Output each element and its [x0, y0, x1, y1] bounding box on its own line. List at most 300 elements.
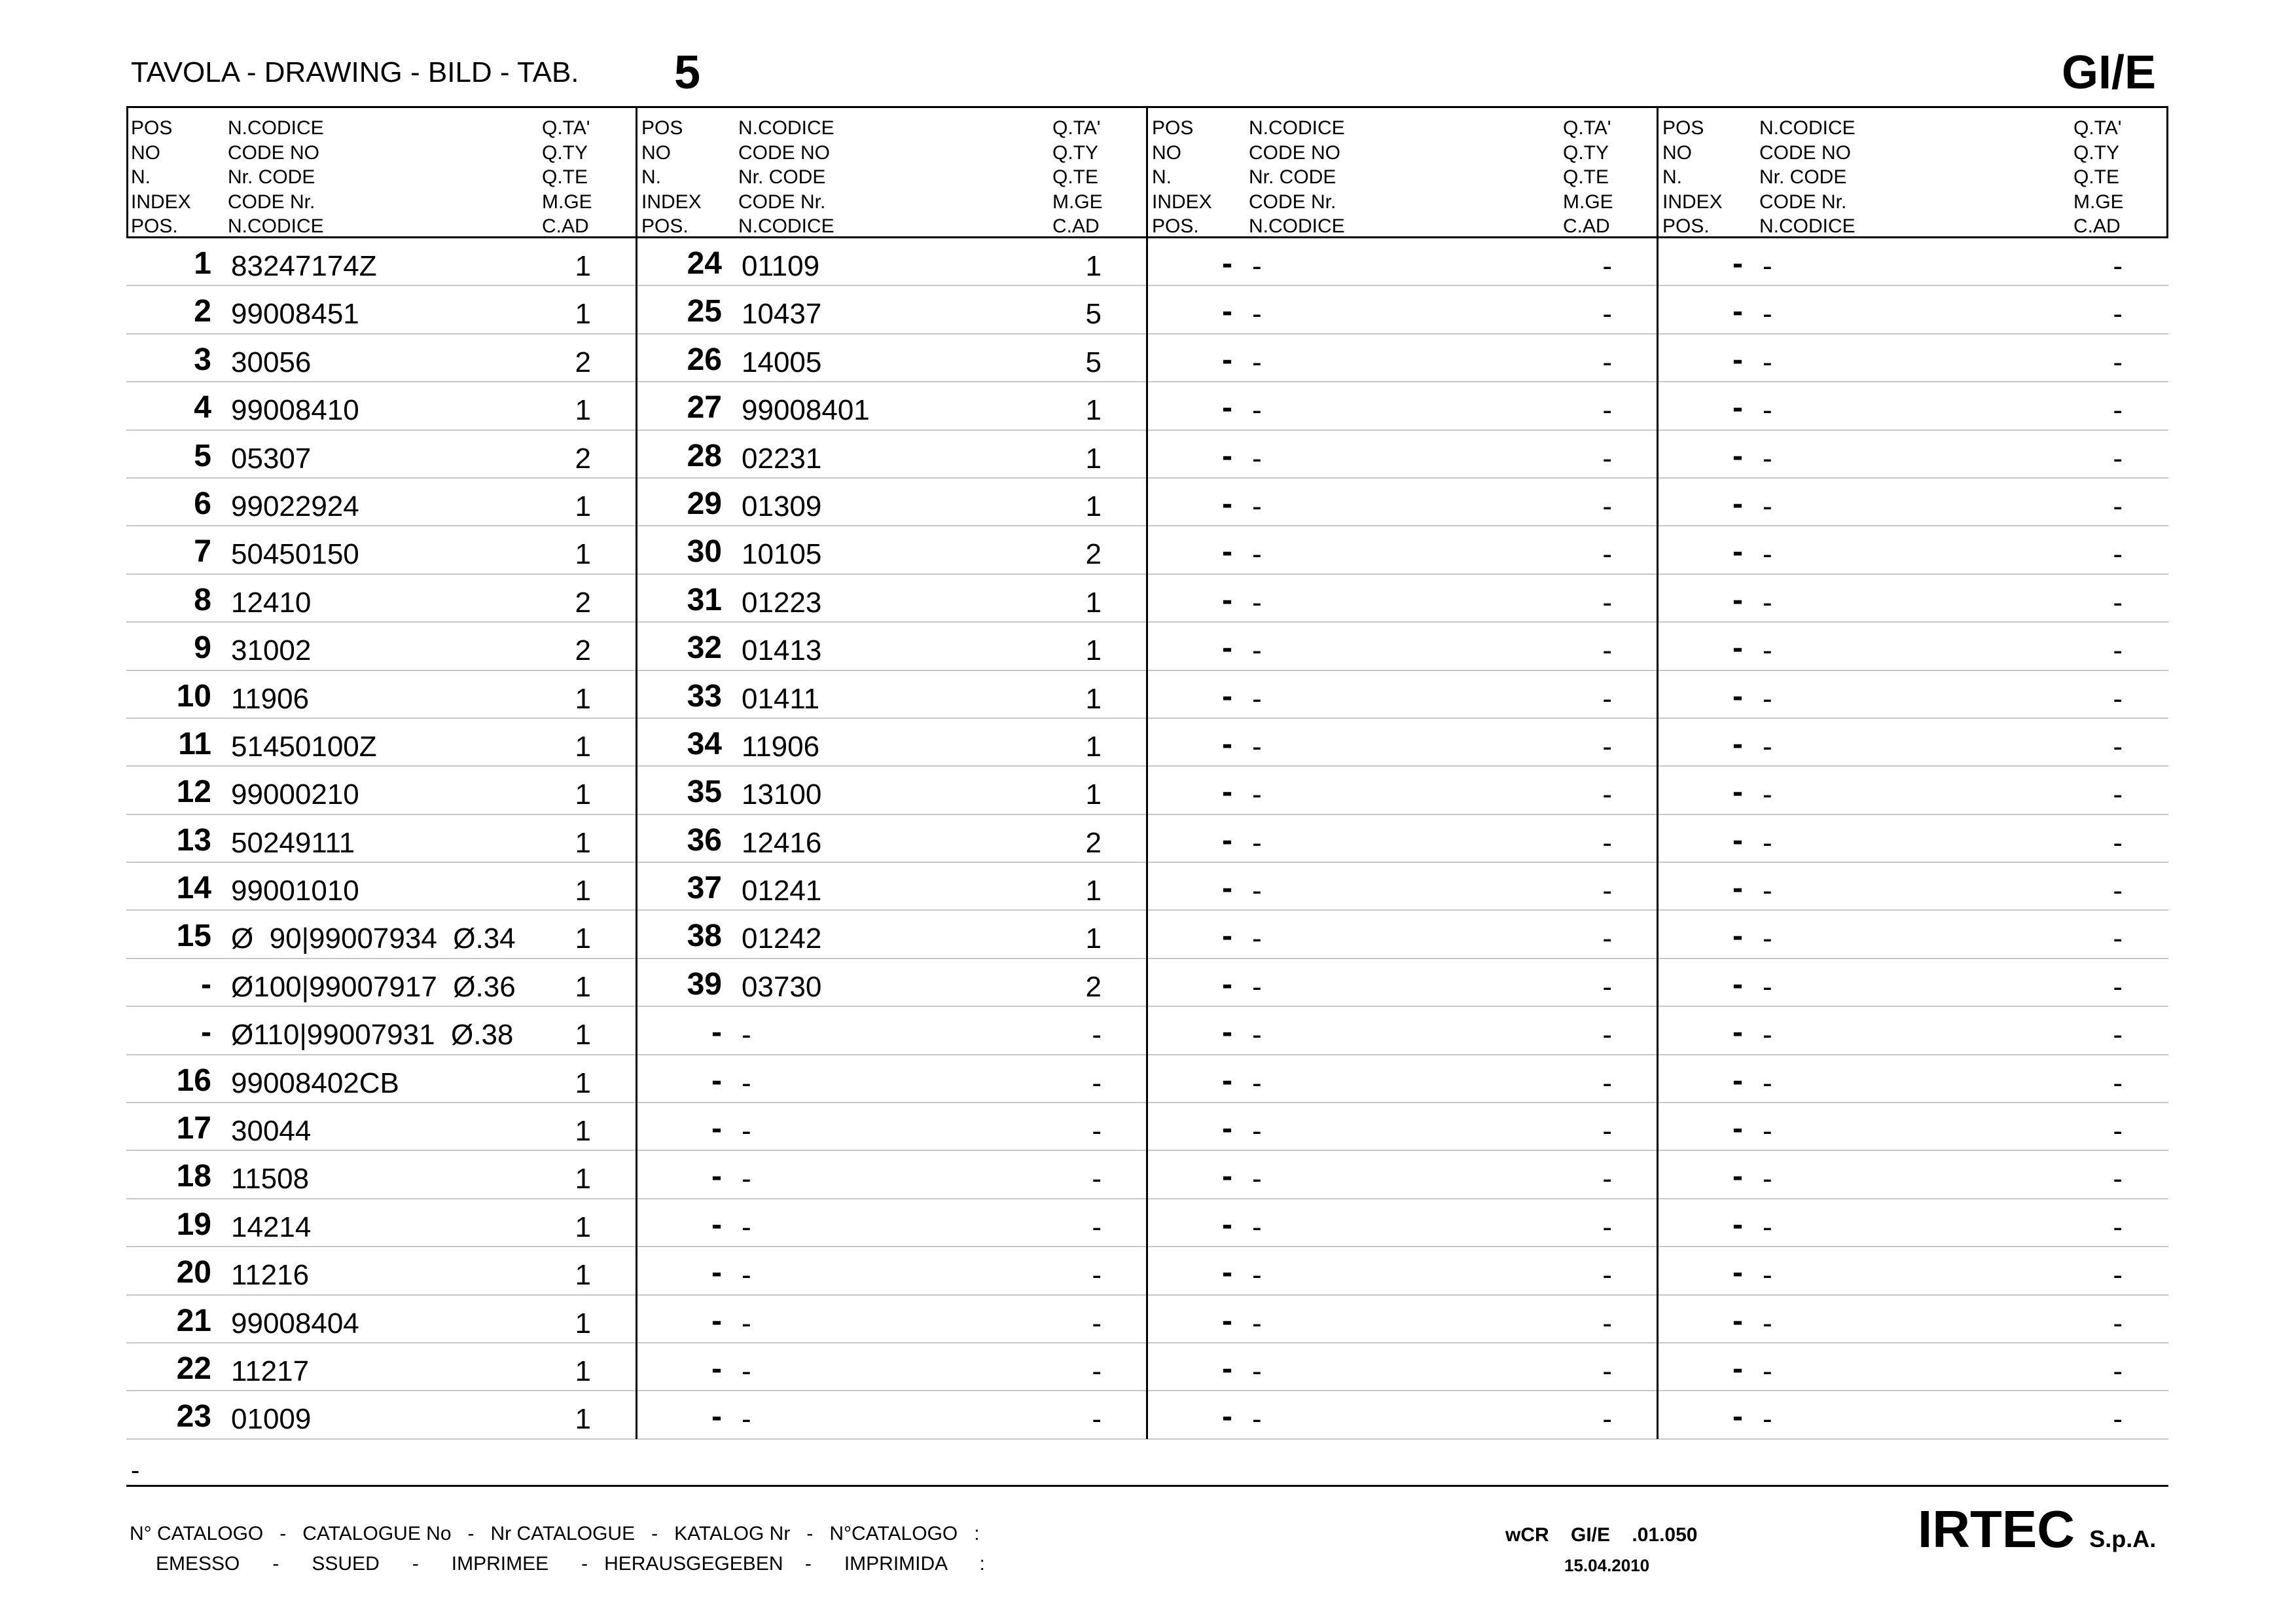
part-quantity: - — [1602, 1019, 1612, 1051]
part-position: - — [1732, 438, 1743, 473]
part-quantity: - — [2113, 1403, 2123, 1436]
group-code: GI/E — [2062, 46, 2157, 99]
part-code: 11217 — [231, 1355, 310, 1387]
part-code: - — [1763, 730, 1772, 763]
part-position: - — [1732, 630, 1743, 666]
part-quantity: - — [2113, 1019, 2123, 1051]
part-position: - — [1222, 726, 1232, 761]
part-code: - — [1252, 682, 1262, 715]
part-code: 11906 — [231, 682, 310, 715]
part-position: - — [1732, 726, 1743, 761]
part-code: 99008401 — [742, 394, 870, 427]
part-position: - — [711, 1063, 722, 1098]
part-code: 83247174Z — [231, 250, 377, 282]
part-code: 99008404 — [231, 1307, 359, 1340]
part-code: - — [1252, 730, 1262, 763]
part-position: 19 — [176, 1207, 211, 1242]
part-position: - — [711, 1255, 722, 1290]
part-quantity: 1 — [575, 1019, 591, 1051]
part-code: - — [742, 1019, 751, 1051]
part-position: - — [1732, 1207, 1743, 1242]
part-position: 30 — [687, 534, 722, 570]
part-code: 14005 — [742, 346, 822, 378]
part-position: 1 — [194, 246, 211, 281]
part-quantity: - — [1602, 1403, 1612, 1436]
part-quantity: - — [1602, 346, 1612, 378]
part-position: - — [1222, 438, 1232, 473]
header-pos-label: POS NO N. INDEX POS. — [1662, 117, 1723, 237]
part-position: 14 — [176, 871, 211, 906]
part-code: - — [1763, 538, 1772, 571]
part-quantity: - — [2113, 922, 2123, 955]
header-code-label: N.CODICE CODE NO Nr. CODE CODE Nr. N.CODICE — [1759, 117, 1856, 237]
header-pos-label: POS NO N. INDEX POS. — [641, 117, 702, 237]
part-position: 28 — [687, 438, 722, 473]
header-qty-label: Q.TA' Q.TY Q.TE M.GE C.AD — [542, 117, 592, 237]
part-code: - — [1252, 1403, 1262, 1436]
part-code: 99008451 — [231, 298, 359, 331]
part-quantity: 1 — [575, 970, 591, 1003]
part-quantity: - — [1602, 394, 1612, 427]
column-divider — [1657, 106, 1659, 1439]
part-quantity: - — [1602, 490, 1612, 522]
part-code: - — [1252, 1211, 1262, 1243]
part-code: 99022924 — [231, 490, 359, 522]
part-position: - — [1732, 534, 1743, 570]
part-code: 05307 — [231, 442, 312, 475]
part-code: 03730 — [742, 970, 822, 1003]
part-position: - — [1222, 1159, 1232, 1194]
part-quantity: - — [2113, 1115, 2123, 1148]
part-quantity: - — [2113, 490, 2123, 522]
brand-name: IRTEC — [1918, 1500, 2075, 1558]
part-position: 23 — [176, 1399, 211, 1434]
part-position: 35 — [687, 775, 722, 810]
part-quantity: - — [2113, 875, 2123, 907]
part-quantity: - — [1092, 1307, 1102, 1340]
part-code: - — [1252, 1163, 1262, 1195]
part-code: 31002 — [231, 634, 312, 667]
footer-divider — [126, 1485, 2168, 1487]
part-position: 33 — [687, 678, 722, 714]
part-code: Ø 90|99007934 Ø.34 — [231, 922, 516, 955]
part-code: 01411 — [742, 682, 820, 715]
part-code: - — [742, 1067, 751, 1099]
part-quantity: - — [2113, 778, 2123, 811]
part-code: 01241 — [742, 875, 822, 907]
part-code: - — [1763, 682, 1772, 715]
part-quantity: - — [1602, 778, 1612, 811]
part-code: - — [1252, 490, 1262, 522]
part-quantity: - — [1602, 538, 1612, 571]
part-quantity: - — [2113, 346, 2123, 378]
part-position: - — [711, 1111, 722, 1146]
part-code: 99008410 — [231, 394, 359, 427]
part-code: - — [1252, 586, 1262, 619]
part-position: - — [1732, 1351, 1743, 1386]
column-divider — [1146, 106, 1148, 1439]
part-position: - — [1222, 486, 1232, 521]
part-code: - — [1763, 922, 1772, 955]
part-code: - — [1763, 1355, 1772, 1387]
part-position: 34 — [687, 726, 722, 761]
part-position: 13 — [176, 822, 211, 858]
part-quantity: - — [2113, 1211, 2123, 1243]
part-code: 11216 — [231, 1259, 310, 1292]
part-position: - — [1732, 678, 1743, 714]
part-position: 8 — [194, 582, 211, 617]
part-code: 30044 — [231, 1115, 312, 1148]
part-quantity: - — [1602, 442, 1612, 475]
part-position: - — [1732, 1159, 1743, 1194]
part-code: 01009 — [231, 1403, 312, 1436]
part-quantity: 1 — [575, 1355, 591, 1387]
part-code: - — [1252, 1355, 1262, 1387]
part-quantity: - — [1602, 1163, 1612, 1195]
part-quantity: - — [2113, 730, 2123, 763]
part-position: 26 — [687, 342, 722, 377]
part-quantity: 2 — [575, 634, 591, 667]
part-code: - — [1763, 1403, 1772, 1436]
part-code: - — [1763, 875, 1772, 907]
part-position: - — [1732, 919, 1743, 954]
part-quantity: - — [2113, 250, 2123, 282]
part-code: - — [1763, 1019, 1772, 1051]
part-code: - — [1252, 394, 1262, 427]
part-quantity: - — [1602, 682, 1612, 715]
part-code: 50249111 — [231, 826, 355, 859]
part-code: - — [1763, 634, 1772, 667]
part-code: 01109 — [742, 250, 820, 282]
part-quantity: 1 — [575, 1211, 591, 1243]
part-quantity: - — [2113, 538, 2123, 571]
part-quantity: 2 — [1085, 826, 1102, 859]
part-quantity: - — [1092, 1355, 1102, 1387]
part-quantity: - — [1602, 586, 1612, 619]
part-code: 01413 — [742, 634, 822, 667]
part-quantity: 1 — [1085, 634, 1102, 667]
part-position: - — [1222, 390, 1232, 426]
part-code: - — [1252, 1307, 1262, 1340]
part-quantity: - — [1602, 826, 1612, 859]
part-quantity: 1 — [1085, 682, 1102, 715]
part-code: - — [1252, 346, 1262, 378]
part-quantity: 5 — [1085, 298, 1102, 331]
part-position: 39 — [687, 966, 722, 1002]
part-position: - — [711, 1015, 722, 1050]
part-position: - — [1222, 1351, 1232, 1386]
part-code: Ø100|99007917 Ø.36 — [231, 970, 516, 1003]
part-code: 01223 — [742, 586, 822, 619]
part-position: - — [1732, 871, 1743, 906]
part-quantity: - — [1602, 1211, 1612, 1243]
part-position: - — [1732, 775, 1743, 810]
part-position: - — [201, 966, 211, 1002]
part-position: - — [1222, 822, 1232, 858]
part-code: 02231 — [742, 442, 822, 475]
part-position: 7 — [194, 534, 211, 570]
part-code: 12410 — [231, 586, 312, 619]
part-position: 24 — [687, 246, 722, 281]
part-position: 22 — [176, 1351, 211, 1386]
part-position: 20 — [176, 1255, 211, 1290]
part-position: 32 — [687, 630, 722, 666]
part-quantity: - — [1602, 922, 1612, 955]
company-logo — [1918, 1499, 2156, 1559]
part-code: - — [742, 1403, 751, 1436]
part-position: 37 — [687, 871, 722, 906]
page-title: TAVOLA - DRAWING - BILD - TAB. — [131, 56, 579, 88]
part-position: 10 — [176, 678, 211, 714]
part-position: - — [1222, 871, 1232, 906]
part-quantity: 1 — [575, 298, 591, 331]
part-code: - — [1763, 442, 1772, 475]
part-position: 25 — [687, 294, 722, 329]
header-pos-label: POS NO N. INDEX POS. — [1152, 117, 1212, 237]
part-code: - — [742, 1307, 751, 1340]
part-quantity: - — [2113, 970, 2123, 1003]
part-code: 01309 — [742, 490, 822, 522]
part-quantity: - — [1602, 875, 1612, 907]
part-position: - — [1222, 342, 1232, 377]
part-quantity: - — [1092, 1259, 1102, 1292]
part-position: - — [1732, 822, 1743, 858]
part-code: 99001010 — [231, 875, 359, 907]
part-code: - — [1252, 922, 1262, 955]
part-position: - — [1222, 1255, 1232, 1290]
issued-label: EMESSO - SSUED - IMPRIMEE - HERAUSGEGEBEN - IMPRIMIDA : — [156, 1553, 985, 1575]
part-code: - — [1763, 1259, 1772, 1292]
part-quantity: - — [1092, 1019, 1102, 1051]
part-position: 17 — [176, 1111, 211, 1146]
part-code: 11906 — [742, 730, 820, 763]
part-position: 12 — [176, 775, 211, 810]
header-code-label: N.CODICE CODE NO Nr. CODE CODE Nr. N.CODICE — [738, 117, 834, 237]
brand-suffix: S.p.A. — [2089, 1525, 2157, 1552]
part-code: - — [742, 1163, 751, 1195]
part-quantity: - — [1092, 1163, 1102, 1195]
column-divider — [636, 106, 637, 1439]
part-position: - — [1222, 1399, 1232, 1434]
part-quantity: 1 — [575, 730, 591, 763]
part-quantity: - — [1602, 730, 1612, 763]
part-position: - — [1732, 390, 1743, 426]
part-quantity: 1 — [1085, 730, 1102, 763]
part-quantity: 2 — [1085, 970, 1102, 1003]
part-code: 13100 — [742, 778, 822, 811]
part-quantity: - — [1602, 250, 1612, 282]
part-code: - — [1763, 250, 1772, 282]
part-quantity: 2 — [575, 586, 591, 619]
part-quantity: - — [2113, 1307, 2123, 1340]
part-quantity: 5 — [1085, 346, 1102, 378]
header-code-label: N.CODICE CODE NO Nr. CODE CODE Nr. N.CODICE — [228, 117, 324, 237]
part-position: 18 — [176, 1159, 211, 1194]
part-position: - — [1222, 1111, 1232, 1146]
part-code: - — [1763, 586, 1772, 619]
part-code: 11508 — [231, 1163, 310, 1195]
part-quantity: 1 — [575, 1403, 591, 1436]
part-code: - — [1252, 250, 1262, 282]
part-quantity: 2 — [575, 346, 591, 378]
part-code: - — [742, 1355, 751, 1387]
part-position: - — [201, 1015, 211, 1050]
header-qty-label: Q.TA' Q.TY Q.TE M.GE C.AD — [2073, 117, 2124, 237]
part-position: 6 — [194, 486, 211, 521]
table-number: 5 — [674, 46, 701, 99]
part-quantity: 1 — [1085, 586, 1102, 619]
part-code: 99008402CB — [231, 1067, 399, 1099]
part-position: - — [1222, 534, 1232, 570]
part-quantity: 1 — [575, 490, 591, 522]
part-code: - — [1763, 970, 1772, 1003]
part-position: 15 — [176, 919, 211, 954]
part-quantity: - — [2113, 634, 2123, 667]
part-quantity: - — [1602, 1307, 1612, 1340]
catalogue-code: wCR GI/E .01.050 — [1505, 1524, 1698, 1546]
part-quantity: - — [2113, 586, 2123, 619]
part-quantity: 1 — [575, 394, 591, 427]
part-position: - — [1222, 630, 1232, 666]
part-quantity: 1 — [1085, 442, 1102, 475]
part-code: - — [1763, 1163, 1772, 1195]
part-position: 2 — [194, 294, 211, 329]
part-code: - — [742, 1211, 751, 1243]
part-code: - — [1252, 1115, 1262, 1148]
part-quantity: - — [2113, 682, 2123, 715]
part-quantity: - — [1602, 298, 1612, 331]
part-quantity: - — [1602, 1067, 1612, 1099]
part-position: - — [1732, 966, 1743, 1002]
part-position: 27 — [687, 390, 722, 426]
part-quantity: 1 — [1085, 490, 1102, 522]
part-code: - — [1252, 298, 1262, 331]
part-quantity: - — [2113, 442, 2123, 475]
part-quantity: - — [2113, 1355, 2123, 1387]
part-code: - — [1763, 346, 1772, 378]
part-quantity: 1 — [575, 1307, 591, 1340]
part-quantity: - — [1092, 1115, 1102, 1148]
part-code: - — [1252, 1259, 1262, 1292]
part-code: - — [1252, 1067, 1262, 1099]
part-quantity: 1 — [1085, 875, 1102, 907]
part-code: - — [1252, 970, 1262, 1003]
part-position: - — [1732, 1399, 1743, 1434]
part-code: - — [1252, 634, 1262, 667]
part-quantity: - — [1602, 1115, 1612, 1148]
part-position: - — [1732, 1063, 1743, 1098]
part-quantity: 2 — [575, 442, 591, 475]
trailing-mark: - — [131, 1456, 140, 1485]
part-position: - — [711, 1159, 722, 1194]
part-position: - — [1732, 342, 1743, 377]
part-quantity: 1 — [575, 778, 591, 811]
part-position: 3 — [194, 342, 211, 377]
part-code: - — [1763, 826, 1772, 859]
part-quantity: - — [1092, 1211, 1102, 1243]
part-quantity: 1 — [1085, 778, 1102, 811]
part-quantity: 1 — [575, 250, 591, 282]
part-code: - — [742, 1259, 751, 1292]
part-code: - — [1763, 1211, 1772, 1243]
part-code: - — [1252, 875, 1262, 907]
part-quantity: 1 — [575, 1163, 591, 1195]
part-code: 12416 — [742, 826, 822, 859]
part-quantity: - — [2113, 1163, 2123, 1195]
part-quantity: - — [2113, 826, 2123, 859]
catalogue-label: N° CATALOGO - CATALOGUE No - Nr CATALOGUE - KATALOG Nr - N°CATALOGO : — [130, 1523, 980, 1544]
part-position: - — [1732, 1303, 1743, 1338]
part-position: - — [711, 1303, 722, 1338]
part-quantity: 1 — [575, 922, 591, 955]
part-quantity: - — [1092, 1403, 1102, 1436]
part-code: 10105 — [742, 538, 822, 571]
part-position: 9 — [194, 630, 211, 666]
part-position: - — [711, 1399, 722, 1434]
part-code: 01242 — [742, 922, 822, 955]
part-quantity: 1 — [1085, 394, 1102, 427]
part-quantity: - — [2113, 394, 2123, 427]
part-quantity: - — [1602, 1355, 1612, 1387]
part-quantity: 1 — [575, 1115, 591, 1148]
part-position: - — [1732, 294, 1743, 329]
part-position: - — [1222, 582, 1232, 617]
part-quantity: 1 — [575, 1259, 591, 1292]
header-code-label: N.CODICE CODE NO Nr. CODE CODE Nr. N.CODICE — [1249, 117, 1345, 237]
part-position: 36 — [687, 822, 722, 858]
part-quantity: 1 — [575, 682, 591, 715]
part-quantity: - — [2113, 298, 2123, 331]
part-code: - — [1763, 1115, 1772, 1148]
part-position: 21 — [176, 1303, 211, 1338]
part-code: - — [1252, 442, 1262, 475]
part-code: - — [1252, 538, 1262, 571]
part-code: - — [1763, 394, 1772, 427]
part-code: - — [1252, 1019, 1262, 1051]
part-quantity: - — [1602, 1259, 1612, 1292]
part-position: - — [1222, 1063, 1232, 1098]
part-quantity: 1 — [575, 538, 591, 571]
part-position: - — [711, 1351, 722, 1386]
part-quantity: 1 — [575, 826, 591, 859]
part-position: - — [711, 1207, 722, 1242]
part-code: - — [1763, 490, 1772, 522]
part-code: 30056 — [231, 346, 312, 378]
part-code: 10437 — [742, 298, 822, 331]
part-code: Ø110|99007931 Ø.38 — [231, 1019, 514, 1051]
issue-date: 15.04.2010 — [1564, 1556, 1650, 1575]
header-qty-label: Q.TA' Q.TY Q.TE M.GE C.AD — [1052, 117, 1103, 237]
part-position: - — [1222, 1303, 1232, 1338]
part-quantity: - — [1092, 1067, 1102, 1099]
header-pos-label: POS NO N. INDEX POS. — [131, 117, 191, 237]
part-code: - — [1763, 1067, 1772, 1099]
part-code: - — [1252, 778, 1262, 811]
part-position: - — [1732, 246, 1743, 281]
part-code: - — [1763, 1307, 1772, 1340]
part-code: - — [1763, 298, 1772, 331]
part-position: - — [1222, 1015, 1232, 1050]
part-quantity: - — [1602, 634, 1612, 667]
part-quantity: 1 — [575, 875, 591, 907]
part-position: 11 — [178, 726, 211, 761]
part-position: - — [1222, 966, 1232, 1002]
part-position: - — [1732, 582, 1743, 617]
part-quantity: 2 — [1085, 538, 1102, 571]
part-quantity: 1 — [1085, 922, 1102, 955]
part-position: - — [1222, 775, 1232, 810]
part-position: 31 — [687, 582, 722, 617]
